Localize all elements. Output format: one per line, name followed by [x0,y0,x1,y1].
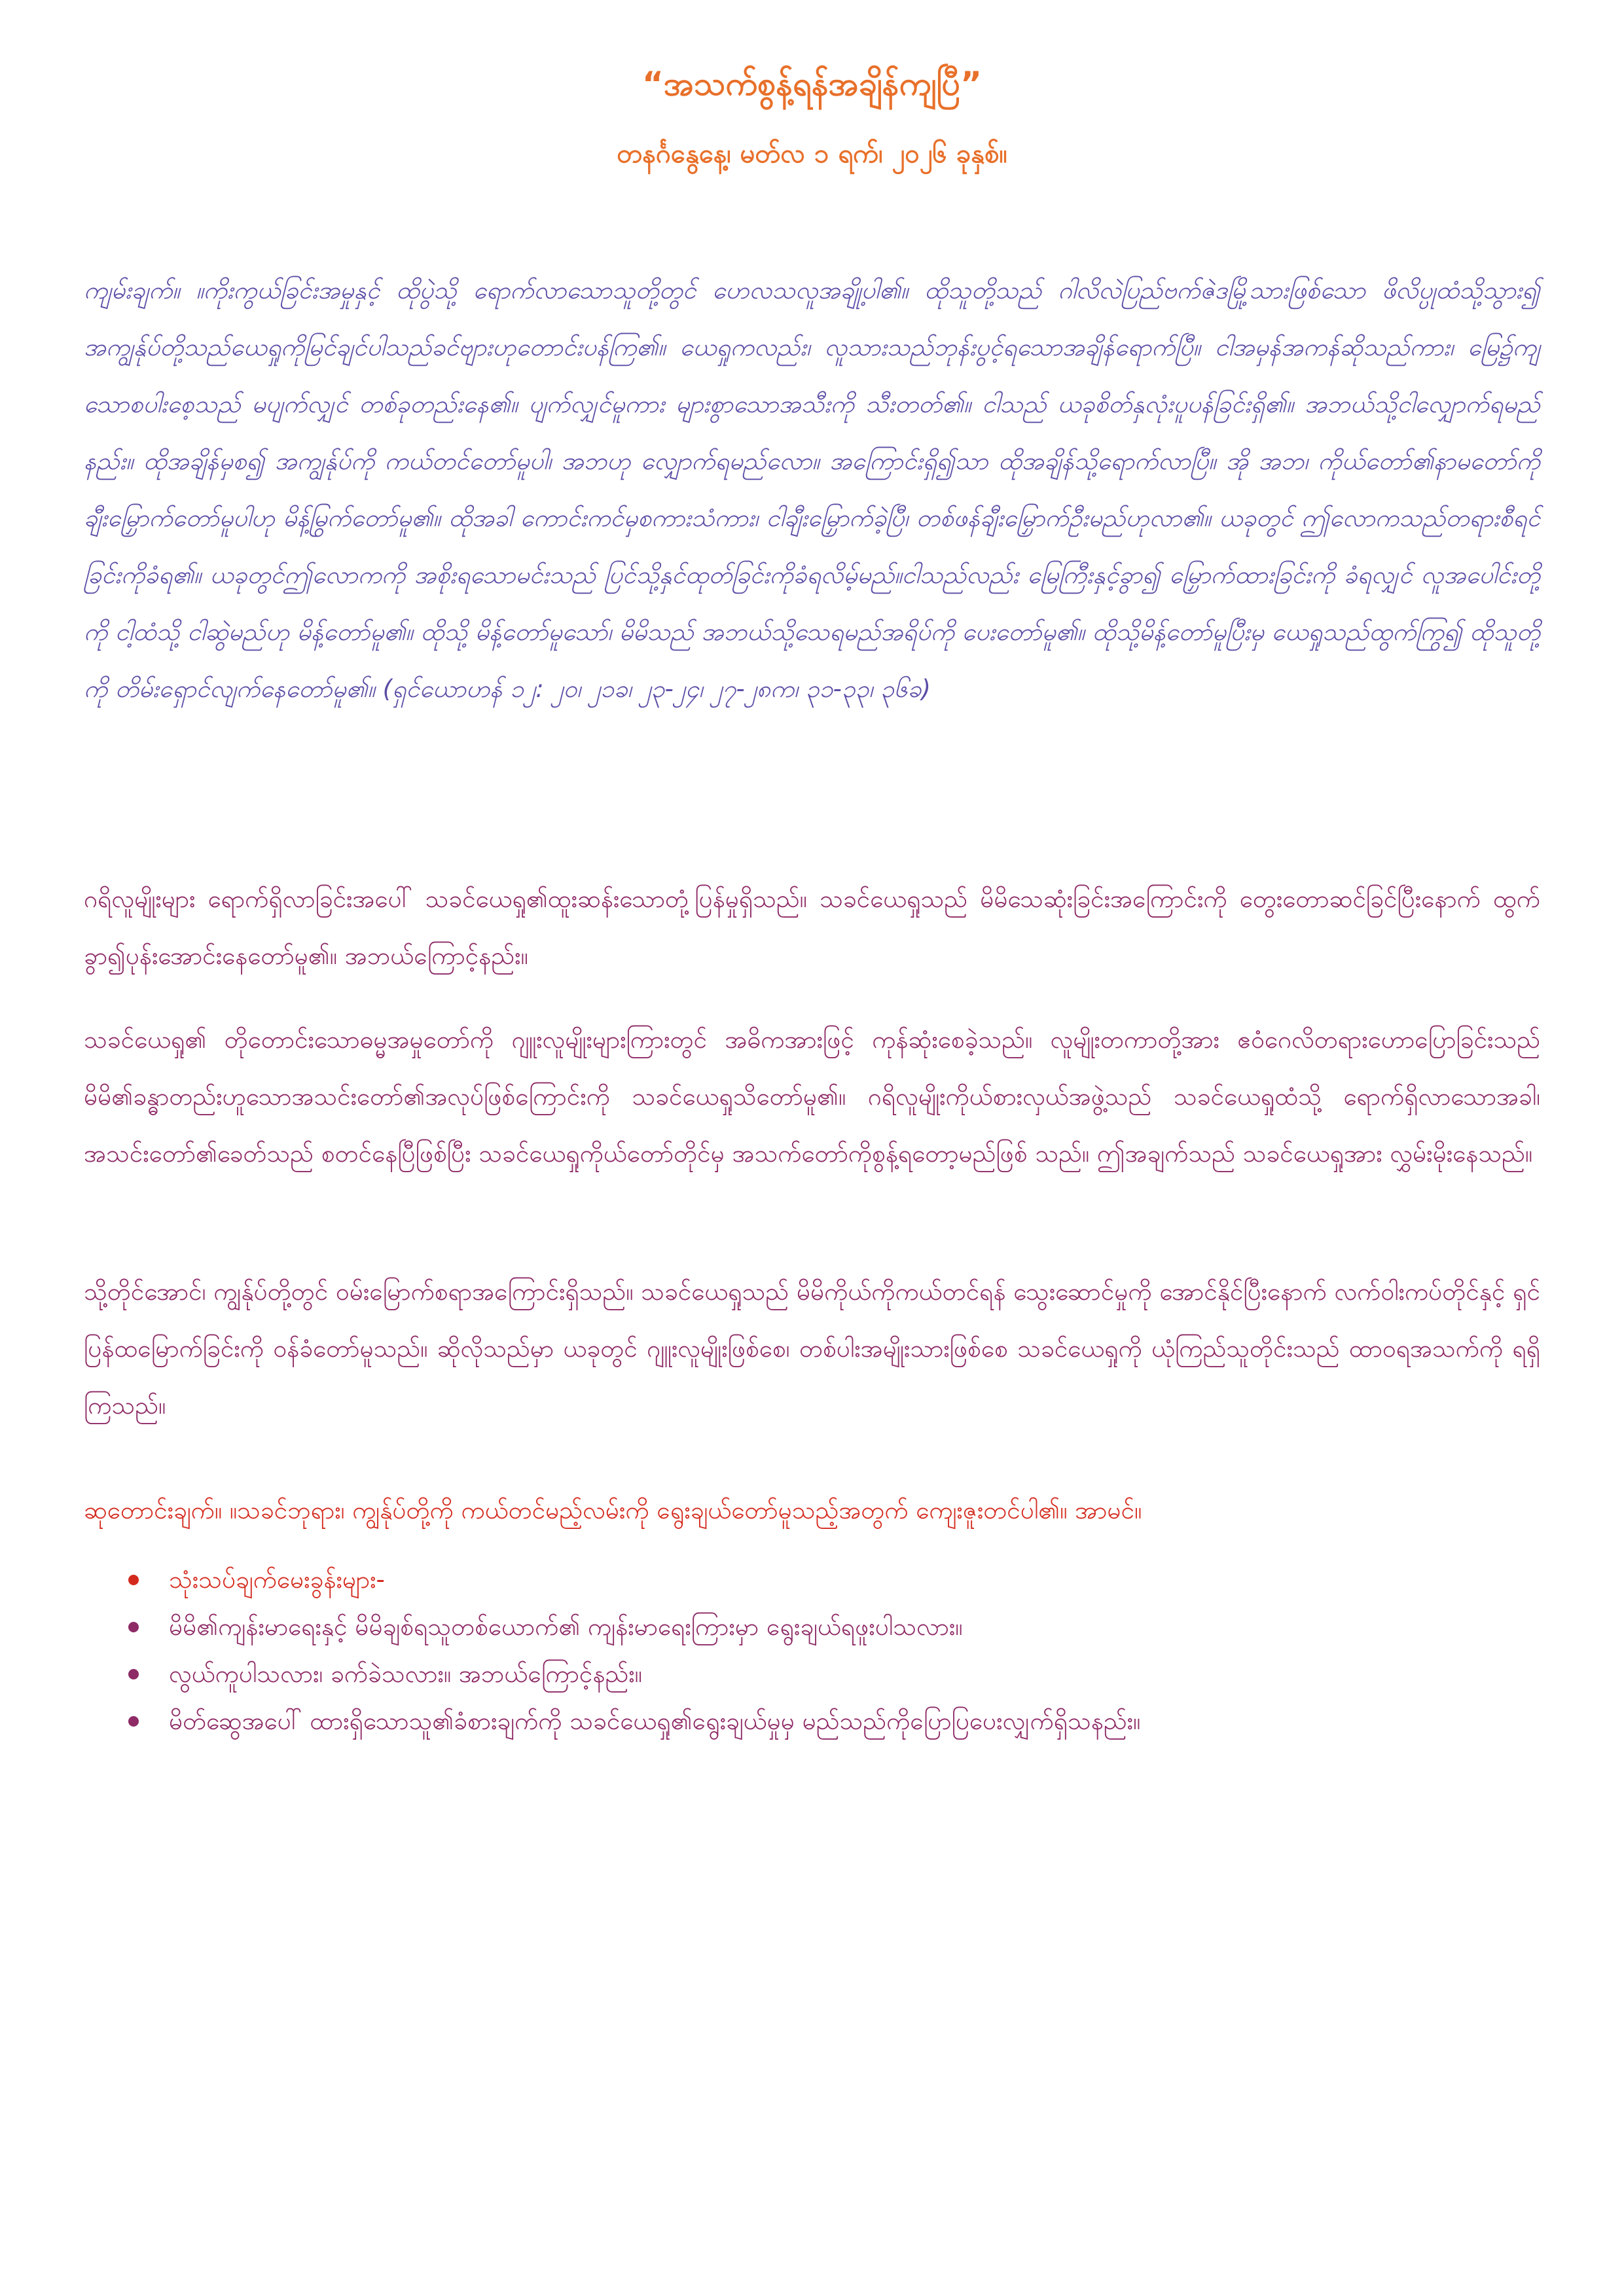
list-item [123,1651,1537,1698]
prayer-paragraph: ဆုတောင်းချက်။ ။သခင်ဘုရား၊ ကျွန်ုပ်တို့ကို ကယ်တင်မည့်လမ်းကို ရွေးချယ်တော်မူသည့်အတွက် ကျေးဇူးတင်ပါ၏။ အာမင်။ [84,1496,1142,1524]
question-text: မိမိ၏ကျန်းမာရေးနှင့် မိမိချစ်ရသူတစ်ယောက်၏ ကျန်းမာရေးကြားမှာ ရွေးချယ်ရဖူးပါသလား။ [169,1613,963,1641]
scripture-paragraph: ကျမ်းချက်။ ။ကိုးကွယ်ခြင်းအမှုနှင့် ထိုပွဲသို့ ရောက်လာသောသူတို့တွင် ဟေလသလူအချို့ပါ၏။ ထိုသူတို့သည် ဂါလိလဲပြည်ဗက်ဇဲဒမြို့သားဖြစ်သော ဖိလိပ္ပုထံသို့သွား၍ အကျွန်ုပ်တို့သည်ယေရှုကိုမြင်ချင်ပါသည်ခင်ဗျားဟုတောင်းပန်ကြ၏။ ယေရှုကလည်း၊ လူသားသည်ဘုန်းပွင့်ရသောအချိန်ရောက်ပြီ။ ငါအမှန်အကန်ဆိုသည်ကား၊ မြေ၌ကျသောစပါးစေ့သည် မပျက်လျှင် တစ်ခုတည်းနေ၏။ ပျက်လျှင်မူကား များစွာသောအသီးကို သီးတတ်၏။ ငါသည် ယခုစိတ်နှလုံးပူပန်ခြင်းရှိ၏။ အဘယ်သို့ငါလျှောက်ရမည်နည်း။ ထိုအချိန်မှစ၍ အကျွန်ုပ်ကို ကယ်တင်တော်မူပါ၊ အဘဟု လျှောက်ရမည်လော။ အကြောင်းရှိ၍သာ ထိုအချိန်သို့ရောက်လာပြီ။ အို အဘ၊ ကိုယ်တော်၏နာမတော်ကို ချီးမြှောက်တော်မူပါဟု မိန့်မြွက်တော်မူ၏။ ထိုအခါ ကောင်းကင်မှစကားသံကား၊ ငါချီးမြှောက်ခဲ့ပြီ၊ တစ်ဖန်ချီးမြှောက်ဦးမည်ဟုလာ၏။ ယခုတွင် ဤလောကသည်တရားစီရင်ခြင်းကိုခံရ၏။ ယခုတွင်ဤလောကကို အစိုးရသောမင်းသည် ပြင်သို့နှင်ထုတ်ခြင်းကိုခံရလိမ့်မည်။ငါသည်လည်း မြေကြီးနှင့်ခွာ၍ မြှောက်ထားခြင်းကို ခံရလျှင် လူအပေါင်းတို့ကို ငါ့ထံသို့ ငါဆွဲမည်ဟု မိန့်တော်မူ၏။ ထိုသို့ မိန့်တော်မူသော်၊ မိမိသည် အဘယ်သို့သေရမည်အရိပ်ကို ပေးတော်မူ၏။ ထိုသို့မိန့်တော်မူပြီးမှ ယေရှုသည်ထွက်ကြွ၍ ထိုသူတို့ကို တိမ်းရှောင်လျက်နေတော်မူ၏။ (ရှင်ယောဟန် ၁၂: ၂၀၊ ၂၁ခ၊ ၂၃-၂၄၊ ၂၇-၂၈က၊ ၃၁-၃၃၊ ၃၆ခ) [84,276,1540,703]
question-text: မိတ်ဆွေအပေါ် ထားရှိသောသူ၏ခံစားချက်ကို သခင်ယေရှု၏ရွေးချယ်မှုမှ မည်သည်ကိုပြောပြပေးလျှက်ရှိသနည်း။ [169,1707,1141,1735]
list-item [123,1604,1537,1651]
body-paragraph-1: ဂရိလူမျိုးများ ရောက်ရှိလာခြင်းအပေါ် သခင်ယေရှု၏ထူးဆန်းသောတုံ့ပြန်မှုရှိသည်။ သခင်ယေရှုသည် မိမိသေဆုံးခြင်းအကြောင်းကို တွေးတောဆင်ခြင်ပြီးနောက် ထွက်ခွာ၍ပုန်းအောင်းနေတော်မူ၏။ အဘယ်ကြောင့်နည်း။ [84,885,1540,970]
question-text: လွယ်ကူပါသလား၊ ခက်ခဲသလား။ အဘယ်ကြောင့်နည်း။ [169,1660,642,1688]
questions-heading: သုံးသပ်ချက်မေးခွန်းများ- [169,1566,385,1594]
reflection-questions-list [123,1556,1537,1745]
bullet-icon [128,1575,139,1585]
body-paragraph-2: သခင်ယေရှု၏ တိုတောင်းသောဓမ္မအမှုတော်ကို ဂျူးလူမျိုးများကြားတွင် အဓိကအားဖြင့် ကုန်ဆုံးစေခဲ့သည်။ လူမျိုးတကာတို့အား ဧဝံဂေလိတရားဟောပြောခြင်းသည် မိမိ၏ခန္ဓာတည်းဟူသောအသင်းတော်၏အလုပ်ဖြစ်ကြောင်းကို သခင်ယေရှုသိတော်မူ၏။ ဂရိလူမျိုးကိုယ်စားလှယ်အဖွဲ့သည် သခင်ယေရှုထံသို့ ရောက်ရှိလာသောအခါ၊ အသင်းတော်၏ခေတ်သည် စတင်နေပြီဖြစ်ပြီး သခင်ယေရှုကိုယ်တော်တိုင်မှ အသက်တော်ကိုစွန့်ရတော့မည်ဖြစ် သည်။ ဤအချက်သည် သခင်ယေရှုအား လွှမ်းမိုးနေသည်။ [84,1026,1540,1168]
bullet-icon [128,1622,139,1632]
bullet-icon [128,1716,139,1727]
list-item-heading [123,1556,1537,1604]
page-title: “အသက်စွန့်ရန်အချိန်ကျပြီ” [641,65,983,103]
bullet-icon [128,1669,139,1679]
body-paragraph-3: သို့တိုင်အောင်၊ ကျွန်ုပ်တို့တွင် ဝမ်းမြောက်စရာအကြောင်းရှိသည်။ သခင်ယေရှုသည် မိမိကိုယ်ကိုကယ်တင်ရန် သွေးဆောင်မှုကို အောင်နိုင်ပြီးနောက် လက်ဝါးကပ်တိုင်နှင့် ရှင်ပြန်ထမြောက်ခြင်းကို ဝန်ခံတော်မူသည်။ ဆိုလိုသည်မှာ ယခုတွင် ဂျူးလူမျိုးဖြစ်စေ၊ တစ်ပါးအမျိုးသားဖြစ်စေ သခင်ယေရှုကို ယုံကြည်သူတိုင်းသည် ထာဝရအသက်ကို ရရှိကြသည်။ [84,1278,1540,1420]
date-line: တနင်္ဂနွေနေ့၊ မတ်လ ၁ ရက်၊ ၂၀၂၆ ခုနှစ်။ [617,139,1007,169]
list-item [123,1698,1537,1745]
